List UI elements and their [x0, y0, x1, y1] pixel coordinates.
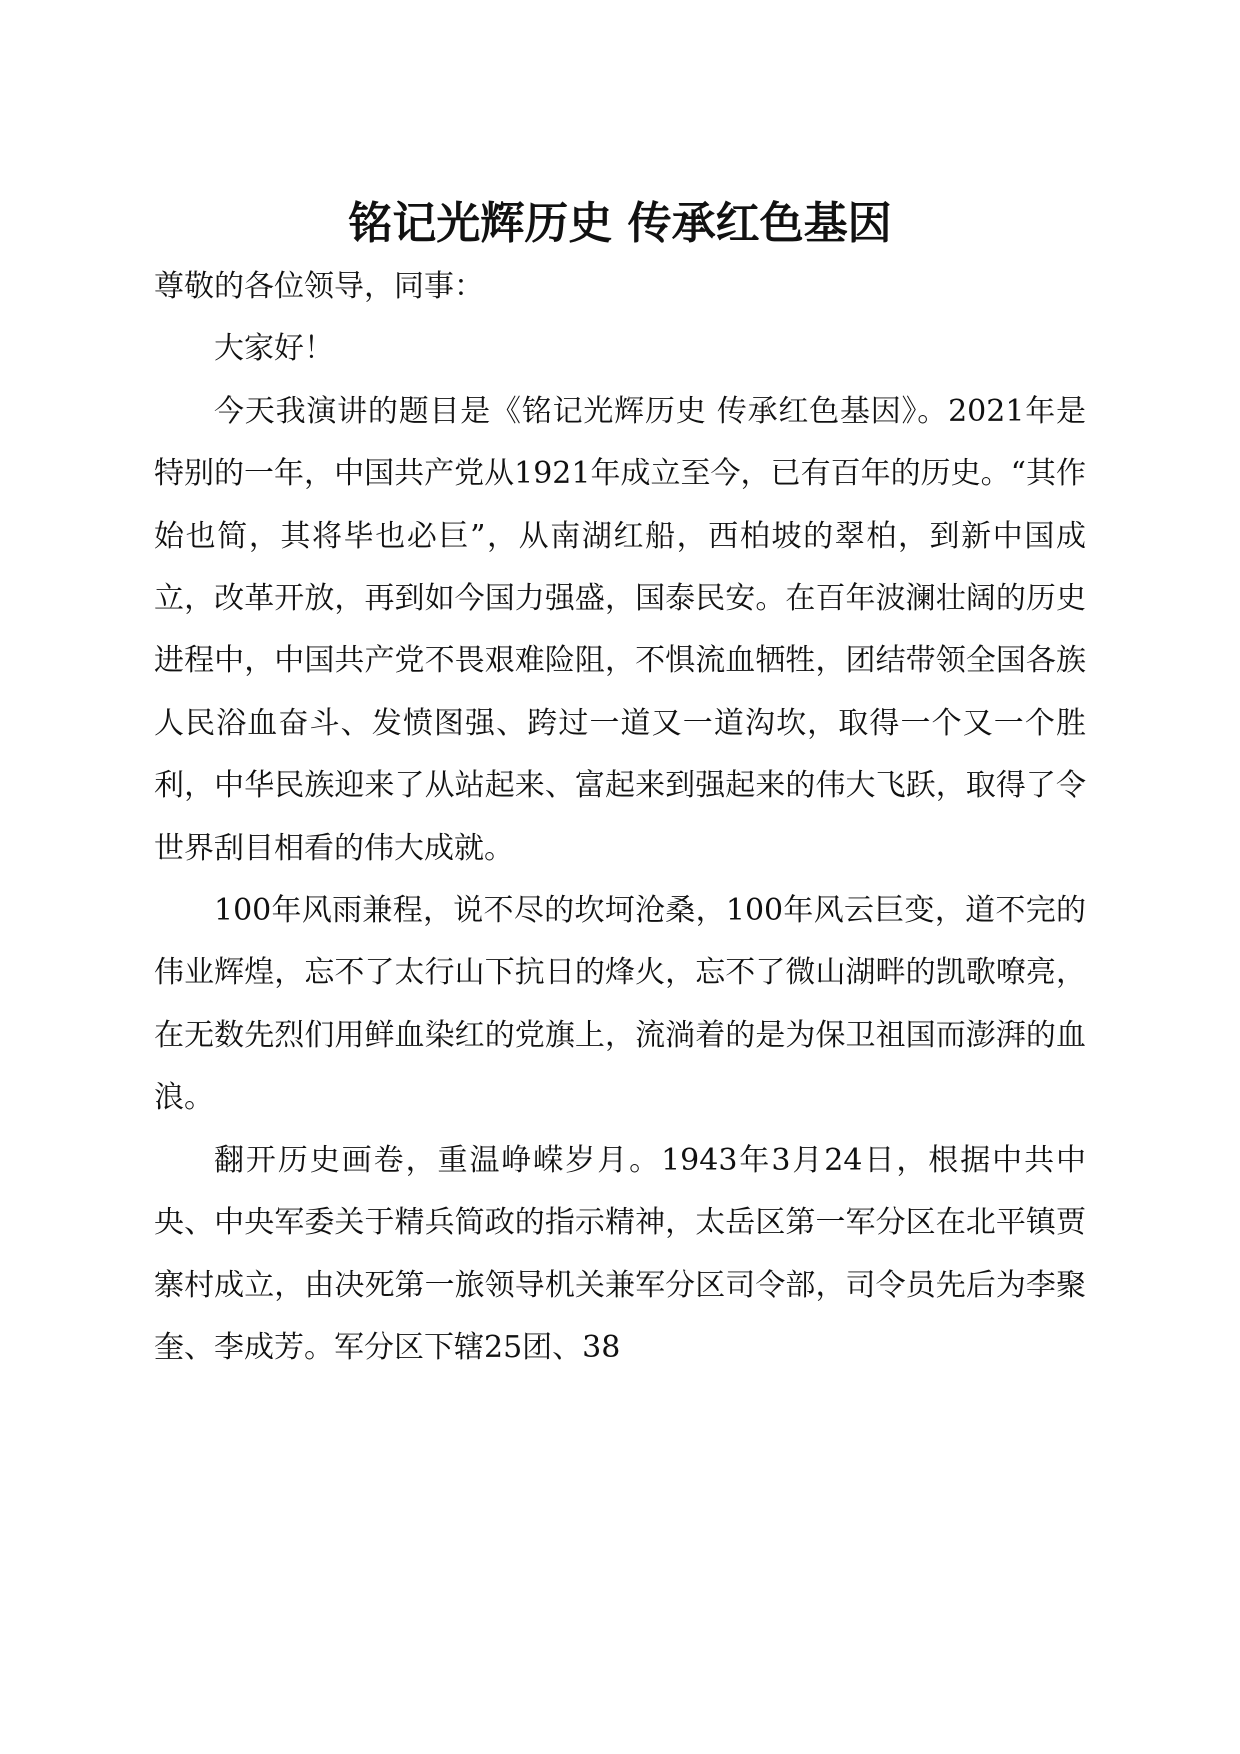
salutation: 尊敬的各位领导，同事：	[154, 269, 484, 304]
paragraph: 今天我演讲的题目是《铭记光辉历史 传承红色基因》。2021年是特别的一年，中国共产党从1921年成立至今，已有百年的历史。“其作始也简，其将毕也必巨”，从南湖红船，西柏坡的翠柏，到新中国成立，改革开放，再到如今国力强盛，国泰民安。在百年波澜壮阔的历史进程中，中国共产党不畏艰难险阻，不惧流血牺牲，团结带领全国各族人民浴血奋斗、发愤图强、跨过一道又一道沟坎，取得一个又一个胜利，中华民族迎来了从站起来、富起来到强起来的伟大飞跃，取得了令世界刮目相看的伟大成就。	[154, 393, 1086, 866]
greeting: 大家好！	[214, 331, 334, 367]
paragraph: 100年风雨兼程，说不尽的坎坷沧桑，100年风云巨变，道不完的伟业辉煌，忘不了太行山下抗日的烽火，忘不了微山湖畔的凯歌嘹亮，在无数先烈们用鲜血染红的党旗上，流淌着的是为保卫祖国而澎湃的血浪。	[154, 893, 1086, 1116]
document-title: 铭记光辉历史 传承红色基因	[348, 198, 892, 249]
paragraph: 翻开历史画卷，重温峥嵘岁月。1943年3月24日，根据中共中央、中央军委关于精兵简政的指示精神，太岳区第一军分区在北平镇贾寨村成立，由决死第一旅领导机关兼军分区司令部，司令员先后为李聚奎、李成芳。军分区下辖25团、38	[154, 1142, 1086, 1365]
document-body	[154, 256, 1086, 1379]
